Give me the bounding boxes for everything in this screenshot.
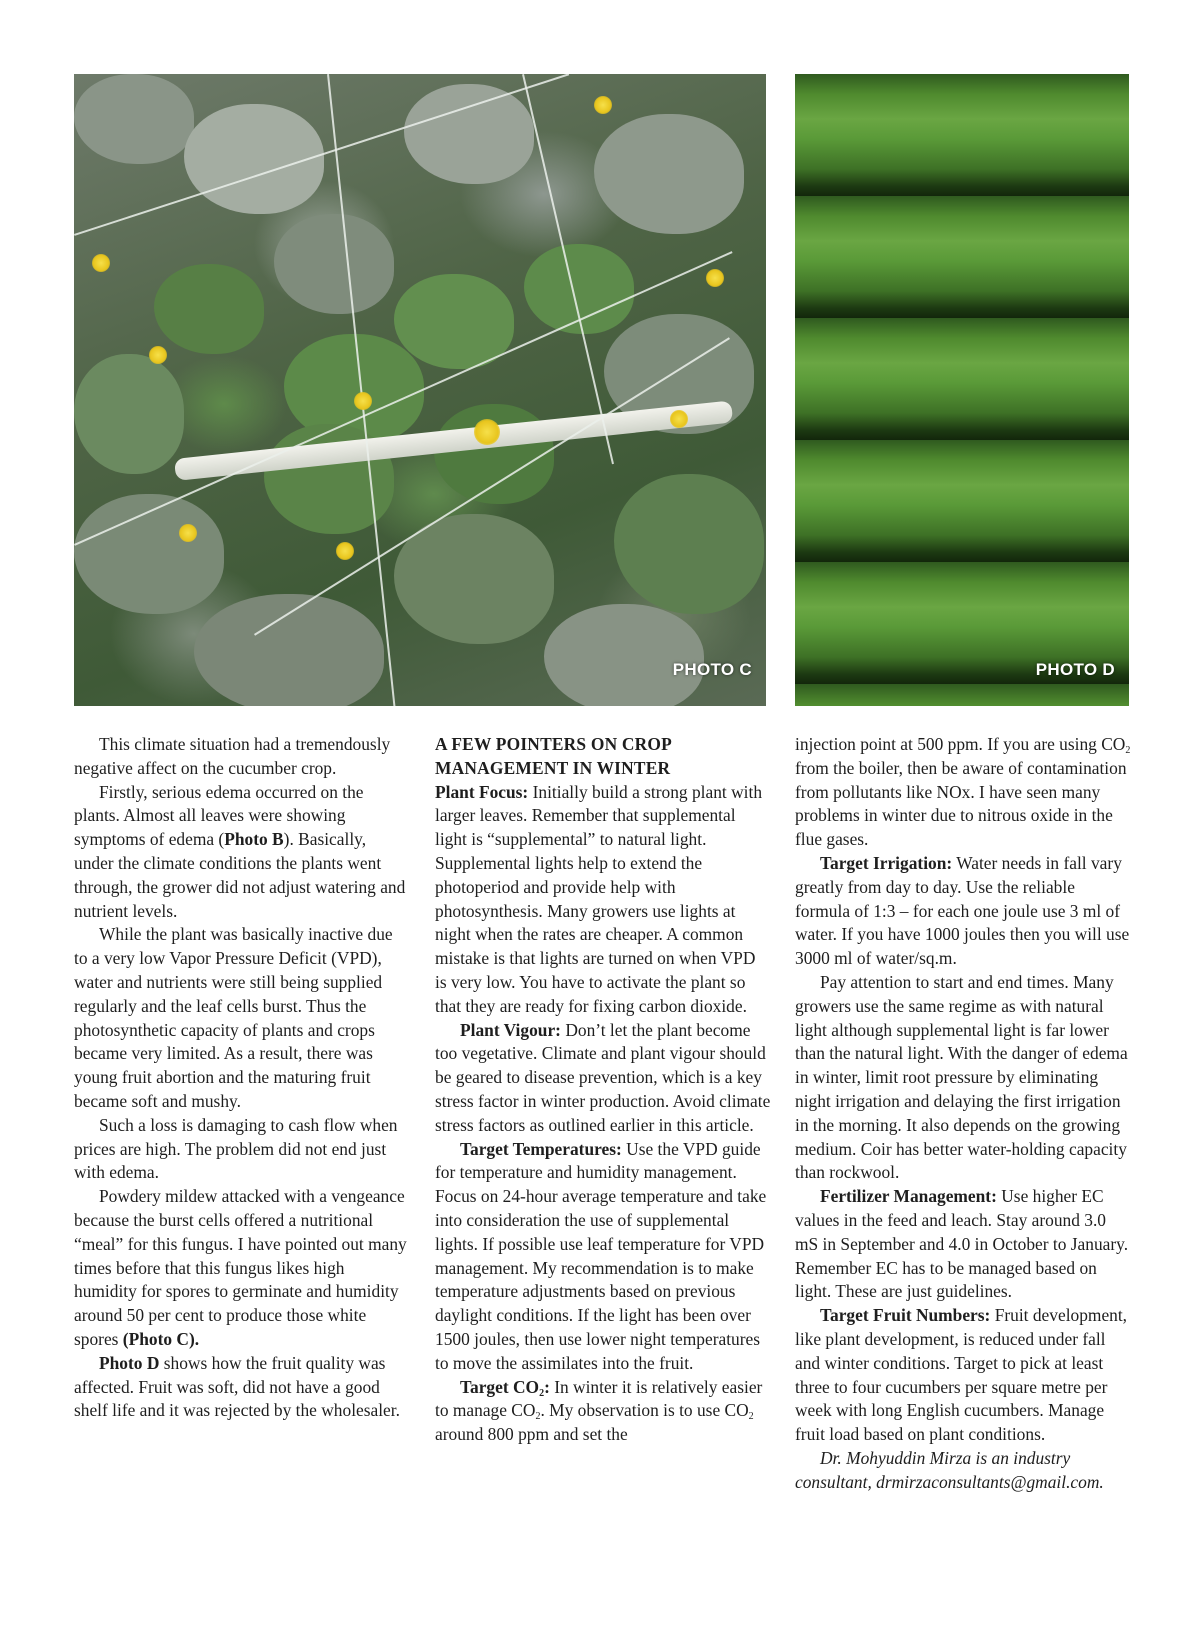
subhead-label: Target Irrigation: [820,852,953,873]
subhead-label: Plant Vigour: [460,1019,561,1040]
paragraph: Such a loss is damaging to cash flow when prices are high. The problem did not end just with edema. [74,1114,398,1183]
paragraph: Powdery mildew attacked with a vengeance because the burst cells offered a nutritional “meal” for this fungus. I have pointed out many times before that this fungus likes high humidity for spores to germinate and humidity around 50 per cent to produce those white spores (Photo C). [74,1186,407,1349]
article-column-2 [435,733,771,1447]
photo-reference: Photo B [224,829,284,850]
article-column-3 [795,733,1131,1495]
paragraph: Plant Vigour: Don’t let the plant become too vegetative. Climate and plant vigour should be geared to disease prevention, which is a key stress factor in winter production. Avoid climate stress factors as outlined earlier in this article. [435,1019,771,1135]
paragraph: Target Fruit Numbers: Fruit development, like plant development, is reduced under fall and winter conditions. Target to pick at least three to four cucumbers per square metre per week with long English cucumbers. Manage fruit load based on plant conditions. [795,1305,1128,1445]
paragraph: Target $CO_2$: In winter it is relatively easier to manage $CO_2$. My observation is to use $CO_2$ around 800 ppm and set the [435,1376,763,1445]
paragraph: Plant Focus: Initially build a strong plant with larger leaves. Remember that supplemental light is “supplemental” to natural light. Supplemental lights help to extend the photoperiod and provide help with photosynthesis. Many growers use lights at night when the rates are cheaper. A common mistake is that lights are turned on when VPD is very low. You have to activate the plant so that they are ready for fixing carbon dioxide. [435,781,763,1016]
photo-reference: (Photo C). [122,1328,200,1349]
photo-d-label: PHOTO D [1035,660,1115,679]
subhead-label: Target Temperatures: [460,1138,622,1159]
article-column-1 [74,733,410,1423]
subhead-label: Plant Focus: [435,781,529,802]
paragraph: Target Irrigation: Water needs in fall vary greatly from day to day. Use the reliable formula of 1:3 – for each one joule use 3 ml of water. If you have 1000 joules then you will use 3000 ml of water/sq.m. [795,852,1130,969]
section-heading: A FEW POINTERS ON CROP MANAGEMENT IN WINTER [435,734,671,778]
subhead-label: Target Fruit Numbers: [820,1305,991,1326]
paragraph: Target Temperatures: Use the VPD guide for temperature and humidity management. Focus on 24-hour average temperature and take into consideration the use of supplemental lights. If possible use leaf temperature for VPD management. My recommendation is to make temperature adjustments based on previous daylight conditions. If the light has been over 1500 joules, then use lower night temperatures to move the assimilates into the fruit. [435,1138,767,1373]
paragraph: Firstly, serious edema occurred on the plants. Almost all leaves were showing symptoms of edema (Photo B). Basically, under the climate conditions the plants went through, the grower did not adjust watering and nutrient levels. [74,781,406,921]
photo-c-label: PHOTO C [672,660,752,679]
paragraph: Fertilizer Management: Use higher EC values in the feed and leach. Stay around 3.0 mS in September and 4.0 in October to January. Remember EC has to be managed based on light. These are just guidelines. [795,1186,1129,1302]
paragraph: Pay attention to start and end times. Many growers use the same regime as with natural light although supplemental light is far lower than the natural light. With the danger of edema in winter, limit root pressure by eliminating night irrigation and delaying the first irrigation in the morning. It also depends on the growing medium. Coir has better water-holding capacity than rockwool. [795,971,1128,1183]
paragraph: Photo D shows how the fruit quality was affected. Fruit was soft, did not have a good shelf life and it was rejected by the wholesaler. [74,1352,400,1421]
author-byline: Dr. Mohyuddin Mirza is an industry consultant, drmirzaconsultants@gmail.com. [795,1447,1104,1492]
subhead-label: Target $CO_2$: [460,1376,550,1399]
subhead-label: Fertilizer Management: [820,1186,997,1207]
paragraph: This climate situation had a tremendously negative affect on the cucumber crop. [74,734,391,778]
photo-d-cucumbers [795,74,1129,706]
paragraph: injection point at 500 ppm. If you are using $CO_2$ from the boiler, then be aware of contamination from pollutants like NOx. I have seen many problems in winter due to nitrous oxide in the flue gases. [795,734,1131,850]
photo-reference: Photo D [99,1352,160,1373]
paragraph: While the plant was basically inactive due to a very low Vapor Pressure Deficit (VPD), water and nutrients were still being supplied regularly and the leaf cells burst. Thus the photosynthetic capacity of plants and crops became very limited. As a result, there was young fruit abortion and the maturing fruit became soft and mushy. [74,924,393,1111]
photo-c-cucumber-plants [74,74,766,706]
